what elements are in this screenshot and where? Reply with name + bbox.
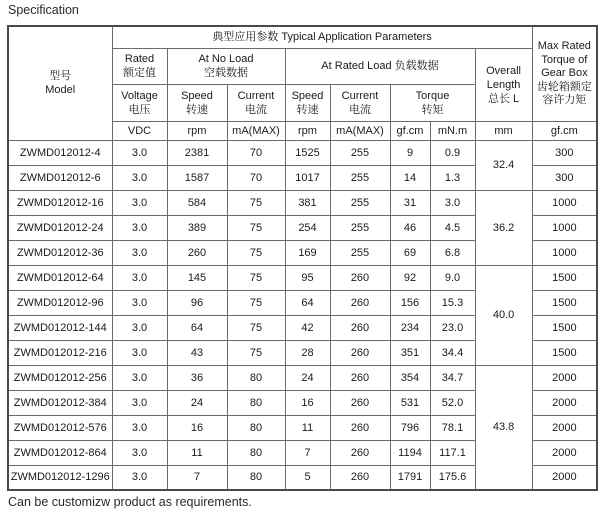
model-cell: ZWMD012012-256 xyxy=(8,365,112,390)
voltage-cell: 3.0 xyxy=(112,390,167,415)
ratedload-current-cell: 260 xyxy=(330,465,390,490)
noload-speed-cell: 2381 xyxy=(167,140,227,165)
ratedload-speed-cell: 1017 xyxy=(285,165,330,190)
model-header xyxy=(8,26,112,140)
max-torque-cell: 1500 xyxy=(532,290,597,315)
torque-mnm-cell: 34.7 xyxy=(430,365,475,390)
torque-gfcm-cell: 14 xyxy=(390,165,430,190)
overall-length-cell: 36.2 xyxy=(475,190,532,265)
speed-header-en: Speed xyxy=(291,89,324,102)
torque-header xyxy=(390,84,475,121)
ratedload-speed-cell: 42 xyxy=(285,315,330,340)
torque-gfcm-cell: 531 xyxy=(390,390,430,415)
overall-length-cell: 43.8 xyxy=(475,365,532,490)
noload-current-cell: 80 xyxy=(227,465,285,490)
model-cell: ZWMD012012-64 xyxy=(8,265,112,290)
model-cell: ZWMD012012-96 xyxy=(8,290,112,315)
voltage-cell: 3.0 xyxy=(112,190,167,215)
voltage-cell: 3.0 xyxy=(112,440,167,465)
torque-gfcm-cell: 9 xyxy=(390,140,430,165)
torque-mnm-cell: 117.1 xyxy=(430,440,475,465)
torque-gfcm-cell: 31 xyxy=(390,190,430,215)
voltage-header-en: Voltage xyxy=(121,89,158,102)
noload-current-cell: 75 xyxy=(227,240,285,265)
current-header-cn: 电流 xyxy=(349,103,371,116)
model-header-cn: 型号 xyxy=(49,70,72,83)
current-header-cn: 电流 xyxy=(245,103,267,116)
model-cell: ZWMD012012-144 xyxy=(8,315,112,340)
table-row xyxy=(8,265,597,290)
rated-header-cn: 额定值 xyxy=(123,67,156,79)
max-torque-cell: 1000 xyxy=(532,240,597,265)
rated-load-header: At Rated Load 负载数据 xyxy=(285,48,475,84)
max-torque-cell: 2000 xyxy=(532,390,597,415)
ratedload-speed-cell: 1525 xyxy=(285,140,330,165)
voltage-cell: 3.0 xyxy=(112,340,167,365)
noload-speed-cell: 43 xyxy=(167,340,227,365)
ratedload-current-cell: 260 xyxy=(330,265,390,290)
voltage-cell: 3.0 xyxy=(112,165,167,190)
overall-length-header-line: Length xyxy=(486,78,521,91)
model-cell: ZWMD012012-216 xyxy=(8,340,112,365)
ratedload-speed-header xyxy=(285,84,330,121)
torque-gfcm-cell: 354 xyxy=(390,365,430,390)
table-row xyxy=(8,365,597,390)
noload-speed-cell: 1587 xyxy=(167,165,227,190)
model-cell: ZWMD012012-24 xyxy=(8,215,112,240)
current-header-en: Current xyxy=(341,89,379,102)
ratedload-current-cell: 260 xyxy=(330,290,390,315)
max-torque-cell: 1500 xyxy=(532,340,597,365)
ratedload-current-cell: 260 xyxy=(330,390,390,415)
voltage-cell: 3.0 xyxy=(112,290,167,315)
header-row-typical xyxy=(8,26,597,48)
overall-length-header-line: Overall xyxy=(486,64,521,77)
torque-gfcm-cell: 46 xyxy=(390,215,430,240)
ratedload-current-cell: 260 xyxy=(330,340,390,365)
torque-gfcm-cell: 351 xyxy=(390,340,430,365)
ratedload-current-cell: 260 xyxy=(330,440,390,465)
no-load-header xyxy=(167,48,285,84)
max-torque-cell: 2000 xyxy=(532,440,597,465)
voltage-header xyxy=(112,84,167,121)
max-rated-torque-header-line: Torque of xyxy=(541,53,588,66)
max-rated-torque-header-line: 齿轮箱额定 xyxy=(536,80,592,93)
voltage-cell: 3.0 xyxy=(112,415,167,440)
ratedload-current-cell: 260 xyxy=(330,365,390,390)
model-cell: ZWMD012012-16 xyxy=(8,190,112,215)
overall-length-cell: 32.4 xyxy=(475,140,532,190)
table-row xyxy=(8,140,597,165)
model-cell: ZWMD012012-1296 xyxy=(8,465,112,490)
max-torque-cell: 2000 xyxy=(532,465,597,490)
torque-mnm-cell: 15.3 xyxy=(430,290,475,315)
table-row xyxy=(8,190,597,215)
voltage-cell: 3.0 xyxy=(112,465,167,490)
noload-speed-cell: 7 xyxy=(167,465,227,490)
ratedload-current-header xyxy=(330,84,390,121)
max-torque-cell: 1500 xyxy=(532,265,597,290)
ratedload-speed-cell: 28 xyxy=(285,340,330,365)
torque-mnm-cell: 23.0 xyxy=(430,315,475,340)
footer-note: Can be customizw product as requirements. xyxy=(8,495,252,509)
noload-speed-cell: 260 xyxy=(167,240,227,265)
max-torque-cell: 2000 xyxy=(532,415,597,440)
unit-rpm-rated: rpm xyxy=(285,121,330,140)
typical-parameters-header: 典型应用参数 Typical Application Parameters xyxy=(112,26,532,48)
ratedload-current-cell: 255 xyxy=(330,190,390,215)
torque-header-cn: 转矩 xyxy=(421,103,444,116)
torque-gfcm-cell: 796 xyxy=(390,415,430,440)
noload-speed-cell: 145 xyxy=(167,265,227,290)
max-torque-cell: 1000 xyxy=(532,190,597,215)
torque-gfcm-cell: 156 xyxy=(390,290,430,315)
noload-current-cell: 75 xyxy=(227,190,285,215)
noload-current-cell: 80 xyxy=(227,365,285,390)
speed-header-cn: 转速 xyxy=(296,103,319,116)
torque-mnm-cell: 0.9 xyxy=(430,140,475,165)
torque-mnm-cell: 175.6 xyxy=(430,465,475,490)
torque-header-en: Torque xyxy=(415,89,450,102)
overall-length-header xyxy=(475,48,532,121)
max-torque-cell: 300 xyxy=(532,140,597,165)
unit-gfcm: gf.cm xyxy=(390,121,430,140)
no-load-header-cn: 空载数据 xyxy=(204,67,248,79)
model-header-en: Model xyxy=(45,84,76,97)
ratedload-current-cell: 260 xyxy=(330,315,390,340)
voltage-cell: 3.0 xyxy=(112,365,167,390)
noload-speed-cell: 16 xyxy=(167,415,227,440)
max-torque-cell: 1500 xyxy=(532,315,597,340)
unit-vdc: VDC xyxy=(112,121,167,140)
ratedload-current-cell: 255 xyxy=(330,140,390,165)
torque-mnm-cell: 78.1 xyxy=(430,415,475,440)
noload-speed-header xyxy=(167,84,227,121)
voltage-cell: 3.0 xyxy=(112,315,167,340)
speed-header-cn: 转速 xyxy=(186,103,208,116)
noload-speed-cell: 389 xyxy=(167,215,227,240)
noload-speed-cell: 584 xyxy=(167,190,227,215)
noload-current-cell: 75 xyxy=(227,290,285,315)
ratedload-speed-cell: 5 xyxy=(285,465,330,490)
noload-speed-cell: 36 xyxy=(167,365,227,390)
ratedload-speed-cell: 169 xyxy=(285,240,330,265)
max-torque-cell: 300 xyxy=(532,165,597,190)
ratedload-speed-cell: 381 xyxy=(285,190,330,215)
voltage-cell: 3.0 xyxy=(112,140,167,165)
torque-gfcm-cell: 234 xyxy=(390,315,430,340)
voltage-cell: 3.0 xyxy=(112,240,167,265)
torque-mnm-cell: 52.0 xyxy=(430,390,475,415)
noload-current-cell: 75 xyxy=(227,340,285,365)
noload-speed-cell: 24 xyxy=(167,390,227,415)
max-rated-torque-header xyxy=(532,26,597,121)
max-rated-torque-header-line: Max Rated xyxy=(537,40,591,52)
model-cell: ZWMD012012-864 xyxy=(8,440,112,465)
ratedload-current-cell: 255 xyxy=(330,165,390,190)
model-cell: ZWMD012012-576 xyxy=(8,415,112,440)
unit-gfcm-max: gf.cm xyxy=(532,121,597,140)
torque-mnm-cell: 1.3 xyxy=(430,165,475,190)
voltage-header-cn: 电压 xyxy=(128,103,151,116)
noload-current-cell: 75 xyxy=(227,215,285,240)
spec-table-body xyxy=(8,140,597,490)
noload-speed-cell: 96 xyxy=(167,290,227,315)
unit-mnm: mN.m xyxy=(430,121,475,140)
ratedload-speed-cell: 7 xyxy=(285,440,330,465)
ratedload-speed-cell: 95 xyxy=(285,265,330,290)
torque-mnm-cell: 4.5 xyxy=(430,215,475,240)
voltage-cell: 3.0 xyxy=(112,265,167,290)
noload-speed-cell: 64 xyxy=(167,315,227,340)
page-title: Specification xyxy=(8,3,79,17)
torque-mnm-cell: 3.0 xyxy=(430,190,475,215)
torque-mnm-cell: 6.8 xyxy=(430,240,475,265)
max-torque-cell: 1000 xyxy=(532,215,597,240)
no-load-header-en: At No Load xyxy=(198,53,254,65)
max-rated-torque-header-line: 容许力矩 xyxy=(542,94,587,106)
noload-speed-cell: 11 xyxy=(167,440,227,465)
noload-current-cell: 70 xyxy=(227,140,285,165)
ratedload-speed-cell: 11 xyxy=(285,415,330,440)
unit-rpm-noload: rpm xyxy=(167,121,227,140)
noload-current-cell: 80 xyxy=(227,390,285,415)
torque-gfcm-cell: 69 xyxy=(390,240,430,265)
unit-ma-rated: mA(MAX) xyxy=(330,121,390,140)
ratedload-speed-cell: 24 xyxy=(285,365,330,390)
ratedload-current-cell: 255 xyxy=(330,240,390,265)
noload-current-cell: 75 xyxy=(227,265,285,290)
rated-header xyxy=(112,48,167,84)
specification-table xyxy=(7,25,598,491)
overall-length-header-line: 总长 L xyxy=(487,92,520,105)
noload-current-cell: 80 xyxy=(227,415,285,440)
current-header-en: Current xyxy=(237,89,275,102)
model-cell: ZWMD012012-6 xyxy=(8,165,112,190)
noload-current-header xyxy=(227,84,285,121)
unit-ma-noload: mA(MAX) xyxy=(227,121,285,140)
voltage-cell: 3.0 xyxy=(112,215,167,240)
ratedload-speed-cell: 16 xyxy=(285,390,330,415)
model-cell: ZWMD012012-4 xyxy=(8,140,112,165)
torque-gfcm-cell: 1194 xyxy=(390,440,430,465)
max-rated-torque-header-line: Gear Box xyxy=(541,67,588,79)
ratedload-speed-cell: 254 xyxy=(285,215,330,240)
speed-header-en: Speed xyxy=(181,89,213,102)
rated-header-en: Rated xyxy=(124,53,155,65)
overall-length-cell: 40.0 xyxy=(475,265,532,365)
ratedload-current-cell: 255 xyxy=(330,215,390,240)
torque-mnm-cell: 34.4 xyxy=(430,340,475,365)
torque-gfcm-cell: 92 xyxy=(390,265,430,290)
ratedload-speed-cell: 64 xyxy=(285,290,330,315)
noload-current-cell: 70 xyxy=(227,165,285,190)
torque-mnm-cell: 9.0 xyxy=(430,265,475,290)
ratedload-current-cell: 260 xyxy=(330,415,390,440)
model-cell: ZWMD012012-384 xyxy=(8,390,112,415)
noload-current-cell: 80 xyxy=(227,440,285,465)
unit-mm: mm xyxy=(475,121,532,140)
max-torque-cell: 2000 xyxy=(532,365,597,390)
noload-current-cell: 75 xyxy=(227,315,285,340)
torque-gfcm-cell: 1791 xyxy=(390,465,430,490)
model-cell: ZWMD012012-36 xyxy=(8,240,112,265)
